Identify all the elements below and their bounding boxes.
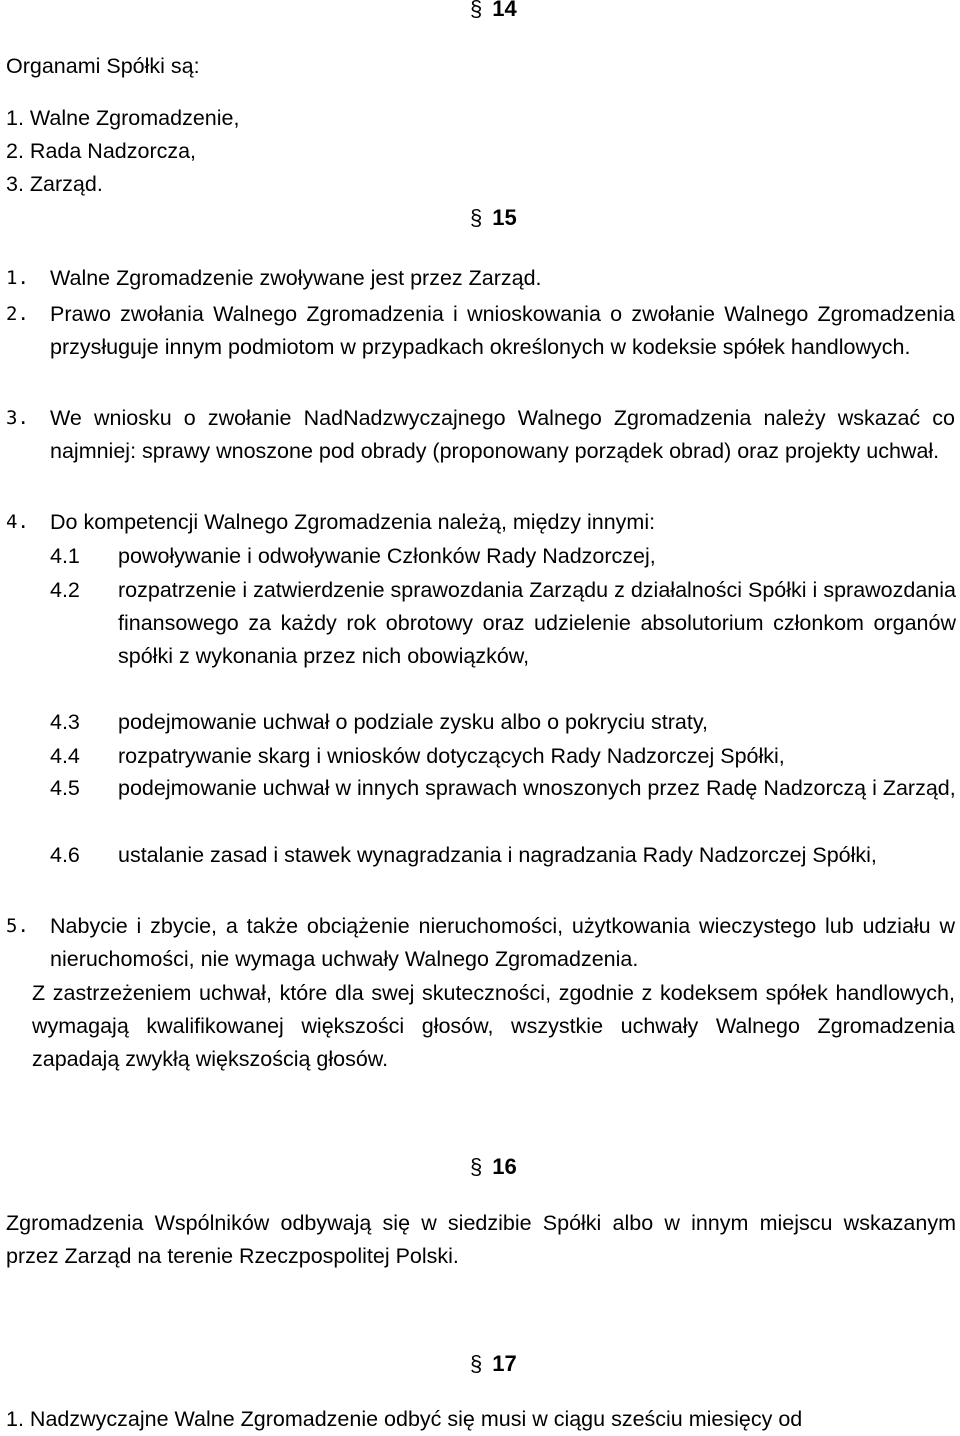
section-17-heading bbox=[470, 1347, 517, 1380]
list-number: 2. bbox=[6, 303, 29, 325]
list-item: Do kompetencji Walnego Zgromadzenia należą, między innymi: bbox=[50, 510, 656, 534]
sub-list-item: podejmowanie uchwał o podziale zysku albo o pokryciu straty, bbox=[118, 710, 708, 734]
section-number: 16 bbox=[492, 1154, 517, 1179]
section-number: 17 bbox=[492, 1351, 517, 1376]
section-symbol: § bbox=[470, 1154, 483, 1179]
sub-list-item: powoływanie i odwoływanie Członków Rady Nadzorczej, bbox=[118, 544, 656, 568]
organs-intro: Organami Spółki są: bbox=[6, 54, 200, 78]
list-item: Nabycie i zbycie, a także obciążenie nieruchomości, użytkowania wieczystego lub udziału w nieruchomości, nie wymaga uchwały Walnego Zgromadzenia. bbox=[50, 914, 955, 971]
sub-list-number: 4.1 bbox=[50, 544, 80, 568]
section-17-item-1 bbox=[6, 1403, 956, 1436]
sub-list-number: 4.6 bbox=[50, 843, 80, 867]
section-symbol: § bbox=[470, 205, 483, 230]
section-15-heading bbox=[470, 201, 517, 234]
list-item: 1. Walne Zgromadzenie, bbox=[6, 106, 240, 130]
list-number: 1. bbox=[6, 267, 29, 289]
section-number: 15 bbox=[492, 205, 517, 230]
section-14-heading bbox=[470, 0, 517, 25]
list-item-text: Nadzwyczajne Walne Zgromadzenie odbyć się musi w ciągu sześciu miesięcy od bbox=[29, 1407, 803, 1431]
sub-list-item: rozpatrywanie skarg i wniosków dotyczących Rady Nadzorczej Spółki, bbox=[118, 744, 785, 768]
section-symbol: § bbox=[470, 0, 483, 21]
sub-list-item: rozpatrzenie i zatwierdzenie sprawozdania Zarządu z działalności Spółki i sprawozdania finansowego za każdy rok obrotowy oraz udzielenie absolutorium członkom organów spółki z wykonania przez nich obowiązków, bbox=[118, 578, 956, 668]
section-number: 14 bbox=[492, 0, 517, 21]
sub-list-number: 4.3 bbox=[50, 710, 80, 734]
sub-list-number: 4.4 bbox=[50, 744, 80, 768]
sub-list-number: 4.2 bbox=[50, 578, 80, 602]
list-number: 1. bbox=[6, 1407, 24, 1431]
list-number: 4. bbox=[6, 511, 29, 533]
section-16-paragraph: Zgromadzenia Wspólników odbywają się w siedzibie Spółki albo w innym miejscu wskazanym przez Zarząd na terenie Rzeczpospolitej Polski. bbox=[6, 1211, 956, 1268]
section-16-heading bbox=[470, 1150, 517, 1183]
closing-paragraph: Z zastrzeżeniem uchwał, które dla swej skuteczności, zgodnie z kodeksem spółek handlowych, wymagają kwalifikowanej większości głosów, wszystkie uchwały Walnego Zgromadzenia zapadają zwykłą większością głosów. bbox=[32, 981, 955, 1071]
list-item: Walne Zgromadzenie zwoływane jest przez Zarząd. bbox=[50, 266, 542, 290]
sub-list-item: ustalanie zasad i stawek wynagradzania i nagradzania Rady Nadzorczej Spółki, bbox=[118, 843, 877, 867]
list-item: 3. Zarząd. bbox=[6, 172, 103, 196]
list-item: We wniosku o zwołanie NadNadzwyczajnego Walnego Zgromadzenia należy wskazać co najmniej: sprawy wnoszone pod obrady (proponowany porządek obrad) oraz projekty uchwał. bbox=[50, 406, 955, 463]
section-symbol: § bbox=[470, 1351, 483, 1376]
sub-list-number: 4.5 bbox=[50, 776, 80, 800]
list-number: 5. bbox=[6, 915, 29, 937]
sub-list-item: podejmowanie uchwał w innych sprawach wnoszonych przez Radę Nadzorczą i Zarząd, bbox=[118, 776, 956, 800]
organs-list bbox=[6, 102, 239, 201]
list-item: Prawo zwołania Walnego Zgromadzenia i wnioskowania o zwołanie Walnego Zgromadzenia przysługuje innym podmiotom w przypadkach określonych w kodeksie spółek handlowych. bbox=[50, 302, 955, 359]
list-number: 3. bbox=[6, 407, 29, 429]
list-item: 2. Rada Nadzorcza, bbox=[6, 139, 197, 163]
